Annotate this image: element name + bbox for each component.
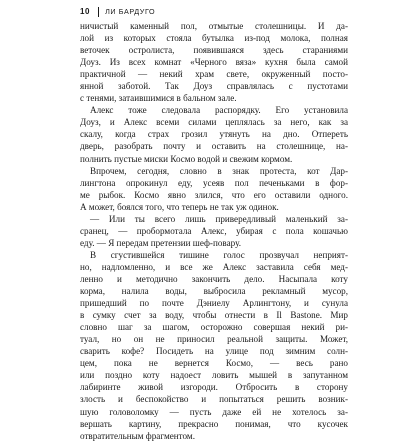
text-line: В сгустившейся тишине голос прозвучал неприят- [90,249,348,260]
text-line: ничистый каменный пол, отмытые столешницы. И да- [80,21,348,31]
text-line: с тенями, затаившимися в бальном зале. [80,93,237,104]
text-line: отвратительным фрагментом. [80,430,195,441]
text-line: практичной — некий храм свете, окруженный посто- [80,69,348,80]
text-line: веточек остролиста, появившаяся здесь стараниями [80,45,348,56]
page-number: 10 [80,7,91,16]
text-line: корма, налила воды, выбросила рекламный мусор, [80,286,348,297]
text-line: ленно и методично закончить дело. Насыпала коту [80,273,348,284]
text-line: лингтона опрокинул еду, усеяв пол печеньками в фор- [80,177,348,188]
author-name: ЛИ БАРДУГО [105,7,156,16]
text-line: словно шаг за шагом, осторожно совершая некий ри- [80,322,348,333]
text-line: пришедший по почте Дэниелу Арлингтону, и сунула [80,298,348,309]
text-line: скалу, когда страх грозил утянуть на дно. Отпереть [80,129,348,140]
text-line: в сумку счет за воду, чтобы отнести в Il Bastone. Мир [80,310,348,321]
text-line: А может, боялся того, что теперь не так уж одинок. [80,201,279,212]
text-line: шую головоломку — пусть даже ей не хотелось за- [80,406,348,417]
text-line: или поздно коту надоест ловить мышей в запутанном [80,370,348,381]
text-line: Доуз. Из всех комнат «Черного вяза» кухня была самой [80,57,348,68]
text-line: дверь, разобрать почту и оставить на столешнице, на- [80,141,348,152]
text-line: Алекс тоже следовала распорядку. Его установила [90,105,348,116]
text-line: лой из которых стояла бутылка из-под молока, полная [80,33,348,44]
text-line: цем, пока не вернется Космо, — весь рано [80,358,348,369]
running-head [80,6,348,18]
text-line: вершать картину, прекрасно понимая, что кусочек [80,418,348,429]
text-line: полнить пустые миски Космо водой и свежим кормом. [80,153,293,164]
text-line: лабиринте живой изгороди. Отбросить в сторону [80,382,348,393]
text-line: — Или ты всего лишь привередливый маленький за- [90,213,348,224]
text-line: еду. — Я передам претензии шеф-повару. [80,237,241,248]
text-line: ме рыбок. Космо явно злился, что его оставили одного. [80,189,348,200]
text-line: янной заботой. Так Доуз справлялась с пустотами [80,81,348,92]
text-line: Впрочем, сегодня, словно в знак протеста, кот Дар- [90,165,348,176]
text-line: злость и беспокойство и попытаться решить возник- [80,394,348,405]
text-line: Доуз, и Алекс всеми силами цеплялась за него, как за [80,117,348,128]
body-text [80,20,348,442]
header-divider [98,7,99,17]
text-line: сранец, — пробормотала Алекс, убирая с пола кошачью [80,225,348,236]
text-line: туал, но он не приносил реальной защиты. Может, [80,334,348,345]
text-line: сварить кофе? Посидеть на улице под зимним солн- [80,346,348,357]
text-line: но, надломленно, и все же Алекс заставила себя мед- [80,261,348,272]
